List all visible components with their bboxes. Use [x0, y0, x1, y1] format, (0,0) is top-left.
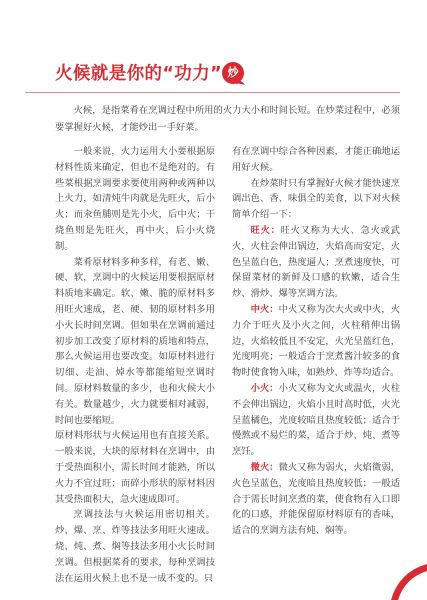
heat-level-text: 中火又称为次大火或中火，火力介于旺火及小火之间，火柱稍伸出锅边，火焰较低且不安定，火光呈蓝红色，光度明亮；一般适合于烹煮酱汁较多的食物时使食物入味，如熟炒、炸等均适合。: [232, 303, 400, 379]
paragraph-continuation: 有在烹调中综合各种因素，才能正确地运用好火候。: [232, 146, 400, 173]
heat-level-high: [232, 223, 400, 302]
heat-level-text: 旺火又称为大火、急火或武火，火柱会伸出锅边，火焰高而安定，火色呈蓝白色，热度逼人；烹煮速度快，可保留菜材的新鲜及口感的软嫩，适合生炒、滑炒、爆等烹调方法。: [232, 224, 400, 300]
left-column: [55, 144, 215, 586]
heat-level-label: 小火：: [250, 382, 279, 394]
badge-label: 炒: [227, 66, 239, 79]
intro-paragraph: 火候，是指菜肴在烹调过程中所用的火力大小和时间长短。在炒菜过程中，必须要掌握好火候，才能炒出一手好菜。: [55, 105, 400, 133]
title-divider: [25, 92, 400, 93]
heat-level-low: [232, 381, 400, 460]
heat-level-text: 小火又称为文火或温火，火柱不会伸出锅边，火焰小且时高时低，火光呈蓝橘色，光度较暗且热度较低；适合于慢熬或不易烂的菜，适合于炒、炖、煮等烹饪。: [232, 382, 400, 458]
section-badge: [222, 62, 246, 86]
corner-decoration-icon: [387, 560, 427, 600]
heat-level-label: 旺火：: [250, 224, 281, 236]
paragraph-ingredient-texture: 菜肴原材料多种多样，有老、嫩、硬、软，烹调中的火候运用要根据原材料质地来确定。软、嫩、脆的原材料多用旺火速成，老、硬、韧的原材料多用小火长时间烹调。但如果在烹调前通过初步加工改变了原材料的质地和特点，那么火候运用也要改变。如原材料进行切细、走油、焯水等都能缩短烹调时间。原材料数量的多少，也和火候大小有关。数量越少，火力就要相对减弱，时间也要缩短。: [55, 256, 215, 426]
heat-level-label: 中火：: [250, 303, 279, 315]
paragraph-cooking-technique: 烹调技法与火候运用密切相关。炒、爆、烹、炸等技法多用旺火速成。烧、炖、煮、焖等技法多用小火长时间烹调。但根据菜肴的要求，每种烹调技法在运用火候上也不是一成不变的。只: [55, 509, 215, 584]
paragraph-ingredient-shape: 原材料形状与火候运用也有直接关系。一般来说，大块的原材料在烹调中，由于受热面积小，需长时间才能熟，所以火力不宜过旺；而碎小形状的原材料因其受热面积大，急火速成即可。: [55, 430, 215, 505]
paragraph-heat-intro: 在炒菜时只有掌握好火候才能快速烹调出色、香、味俱全的美食，以下对火候简单介绍一下：: [232, 177, 400, 221]
paragraph-heat-principle: 一般来说，火力运用大小要根据原材料性质来确定，但也不是绝对的。有些菜根据烹调要求要使用两种或两种以上火力，如清炖牛肉就是先旺火，后小火；而汆鱼脯则是先小火，后中火；干烧鱼则是先旺火，再中火，后小火烧制。: [55, 146, 215, 252]
heat-level-medium: [232, 302, 400, 381]
right-column: [232, 144, 400, 539]
heat-level-minimal: [232, 460, 400, 539]
heat-level-label: 微火：: [250, 461, 279, 473]
heat-level-text: 微火又称为弱火，火焰微弱，火色呈蓝色，光度暗且热度较低；一般适合于需长时间烹煮的菜，使食物有入口即化的口感，并能保留原材料原有的香味，适合的烹调方法有炖、焖等。: [232, 461, 400, 537]
page-title: 火候就是你的“功力”: [55, 64, 223, 84]
